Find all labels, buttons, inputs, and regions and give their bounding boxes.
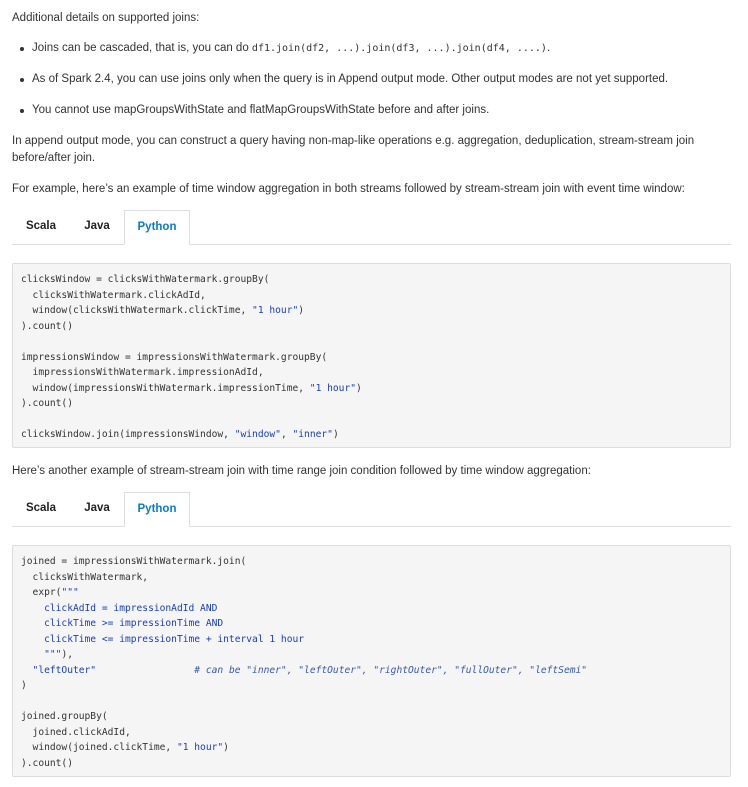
bullet-icon [20,47,24,51]
code-text: clicksWindow = clicksWithWatermark.groupBy( clicksWithWatermark.clickAdId, window(clicksWithWatermark.clickTime, "1 hour") ).count() impressionsWindow = impressionsWithWatermark.groupBy( impressionsWithWatermark.impressionAdId, window(impressionsWithWatermark.impressionTime, "1 hour") ).count() clicksWindow.join(impressionsWindow, "window", "inner") [21,274,362,440]
tab-python[interactable]: Python [124,210,190,245]
code-text: joined = impressionsWithWatermark.join( clicksWithWatermark, expr(""" clickAdId = impressionAdId AND clickTime >= impressionTime AND clickTime <= impressionTime + interval 1 hour """), "leftOuter" # can be "inner", "leftOuter", "rightOuter", "fullOuter", "leftSemi" ) joined.groupBy( joined.clickAdId, window(joined.clickTime, "1 hour") ).count() [21,556,588,769]
bullet-text: As of Spark 2.4, you can use joins only when the query is in Append output mode. Other output modes are not yet supported. [32,73,669,85]
intro-text: Additional details on supported joins: [12,12,200,24]
tab-scala[interactable]: Scala [25,220,57,232]
language-tabs-1 [12,210,731,245]
bullet-icon [20,78,24,82]
bullet-icon [20,109,24,113]
tab-scala[interactable]: Scala [25,502,57,514]
bullet-text-end: . [546,42,551,54]
code-block-2 [12,545,731,777]
code-block-1 [12,263,731,448]
bullet-text: You cannot use mapGroupsWithState and flatMapGroupsWithState before and after joins. [32,104,490,116]
example1-paragraph: For example, here’s an example of time window aggregation in both streams followed by stream-stream join with event time window: [12,183,685,195]
tab-python[interactable]: Python [124,492,190,527]
inline-code: df1.join(df2, ...).join(df3, ...).join(df4, ....) [251,43,547,54]
language-tabs-2 [12,492,731,527]
append-mode-paragraph: In append output mode, you can construct a query having non-map-like operations e.g. aggregation, deduplication, stream-stream join before/after join. [12,135,695,164]
tab-java[interactable]: Java [84,502,110,514]
bullet-text: Joins can be cascaded, that is, you can do [32,42,252,54]
example2-paragraph: Here’s another example of stream-stream join with time range join condition followed by time window aggregation: [12,465,591,477]
tab-java[interactable]: Java [84,220,110,232]
